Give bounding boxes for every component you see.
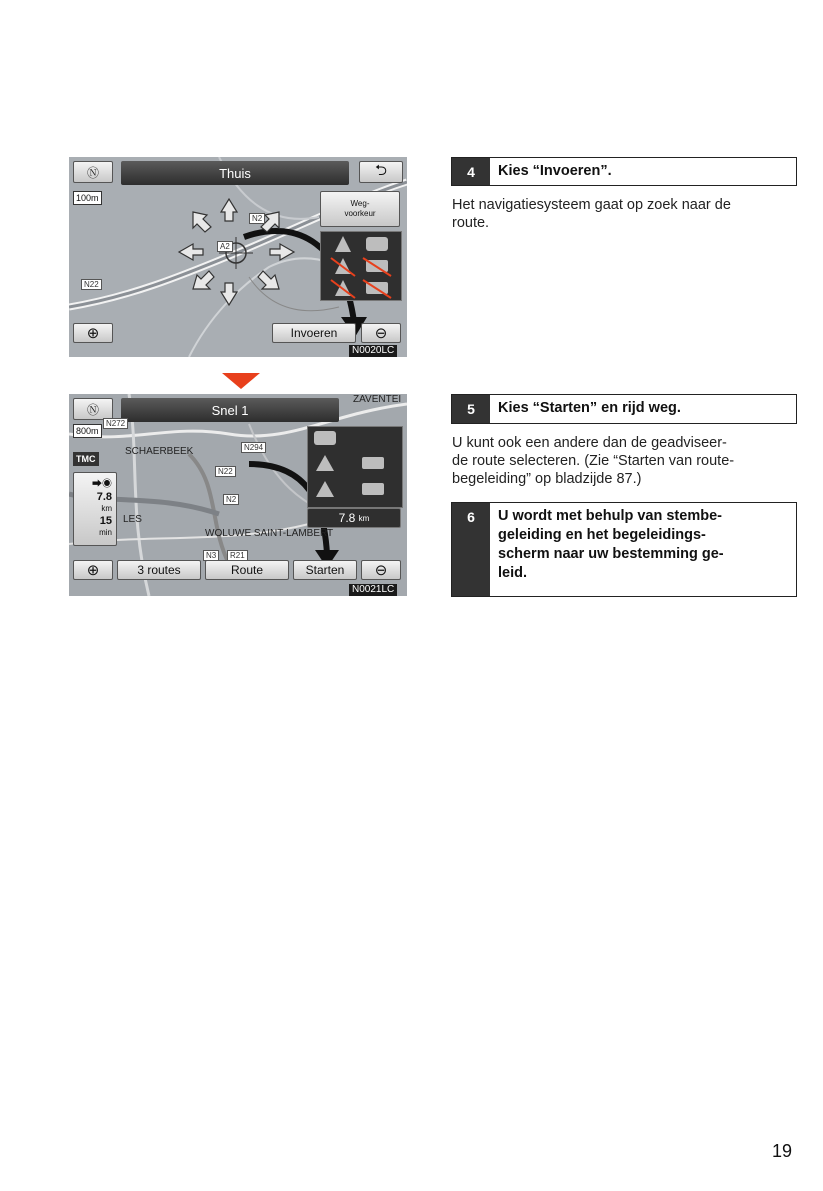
step-text: Kies “Starten” en rijd weg.: [498, 400, 681, 416]
zoom-out-icon: ⊖: [374, 562, 388, 579]
pref-line1: Weg-: [350, 199, 370, 208]
figure-code: N0020LC: [349, 345, 397, 357]
step-5: [451, 394, 797, 424]
back-icon: ⮌: [374, 161, 387, 179]
paragraph-line: begeleiding” op bladzijde 87.): [452, 471, 642, 487]
step-text: [490, 503, 796, 596]
map-scale: 800m: [73, 424, 102, 438]
place-les: LES: [123, 514, 142, 525]
guidance-icon: ⮕◉: [92, 479, 112, 490]
route-option-icons: [320, 231, 402, 301]
north-up-button[interactable]: [73, 161, 113, 183]
zoom-in-button[interactable]: [73, 323, 113, 343]
tmc-badge: TMC: [73, 452, 99, 466]
back-button[interactable]: [359, 161, 403, 183]
paragraph-line: Het navigatiesysteem gaat op zoek naar de: [452, 197, 731, 213]
place-woluwe: WOLUWE SAINT-LAMBERT: [205, 528, 334, 539]
paragraph-line: U kunt ook een andere dan de geadviseer-: [452, 435, 727, 451]
map-scale: 100m: [73, 191, 102, 205]
step-4-description: [452, 196, 802, 232]
road-label-n272: N272: [103, 418, 128, 429]
enter-button[interactable]: Invoeren: [272, 323, 356, 343]
compass-icon: Ⓝ: [86, 402, 99, 417]
destination-title: Thuis: [121, 161, 349, 185]
step-number: 6: [452, 503, 490, 596]
zoom-in-icon: ⊕: [86, 562, 100, 579]
page-number: 19: [772, 1141, 793, 1161]
road-label-n3: N3: [203, 550, 219, 561]
time-unit: min: [99, 528, 112, 537]
road-label-n22: N22: [81, 279, 102, 290]
place-schaerbeek: SCHAERBEEK: [125, 446, 194, 457]
zoom-out-button[interactable]: [361, 560, 401, 580]
north-up-button[interactable]: [73, 398, 113, 420]
step-6: [451, 502, 797, 597]
route-button[interactable]: Route: [205, 560, 289, 580]
distance-unit: km: [101, 504, 112, 513]
road-label-n2: N2: [223, 494, 239, 505]
paragraph-line: de route selecteren. (Zie “Starten van route-: [452, 453, 735, 469]
time-value: 15: [99, 515, 112, 527]
compass-icon: Ⓝ: [86, 165, 99, 180]
step-text-line: geleiding en het begeleidings-: [498, 527, 706, 543]
step-4: [451, 157, 797, 186]
zoom-in-button[interactable]: [73, 560, 113, 580]
three-routes-button[interactable]: 3 routes: [117, 560, 201, 580]
total-distance-box: [307, 508, 401, 528]
step-text-line: scherm naar uw bestemming ge-: [498, 546, 724, 562]
pref-line2: voorkeur: [344, 209, 376, 218]
route-title: Snel 1: [121, 398, 339, 422]
nav-screen-route-overview: [69, 394, 407, 596]
zoom-out-button[interactable]: [361, 323, 401, 343]
step-number: 4: [452, 158, 490, 185]
zoom-out-icon: ⊖: [374, 325, 388, 342]
place-zaventem: ZAVENTEI: [353, 394, 402, 405]
road-label-n22: N22: [215, 466, 236, 477]
road-label-n294: N294: [241, 442, 266, 453]
step-text-line: U wordt met behulp van stembe-: [498, 508, 722, 524]
road-label-r21: R21: [227, 550, 248, 561]
total-distance: 7.8: [338, 511, 356, 525]
total-distance-unit: km: [358, 513, 370, 523]
nav-screen-destination: [69, 157, 407, 357]
step-number: 5: [452, 395, 490, 423]
distance-time-panel: [73, 472, 117, 546]
route-preference-button[interactable]: [320, 191, 400, 227]
step-text-line: leid.: [498, 565, 528, 581]
step-5-description: [452, 434, 802, 488]
start-button[interactable]: Starten: [293, 560, 357, 580]
zoom-in-icon: ⊕: [86, 325, 100, 342]
route-option-icons: [307, 426, 403, 508]
route-options-icon-grid: [308, 427, 402, 507]
road-label-a2: A2: [217, 241, 233, 252]
road-label-n2: N2: [249, 213, 265, 224]
step-text: Kies “Invoeren”.: [498, 163, 612, 179]
distance-value: 7.8: [96, 491, 112, 503]
route-options-icon-grid: [321, 232, 401, 300]
paragraph-line: route.: [452, 215, 490, 231]
down-arrow-icon: [222, 373, 262, 391]
figure-code: N0021LC: [349, 584, 397, 596]
